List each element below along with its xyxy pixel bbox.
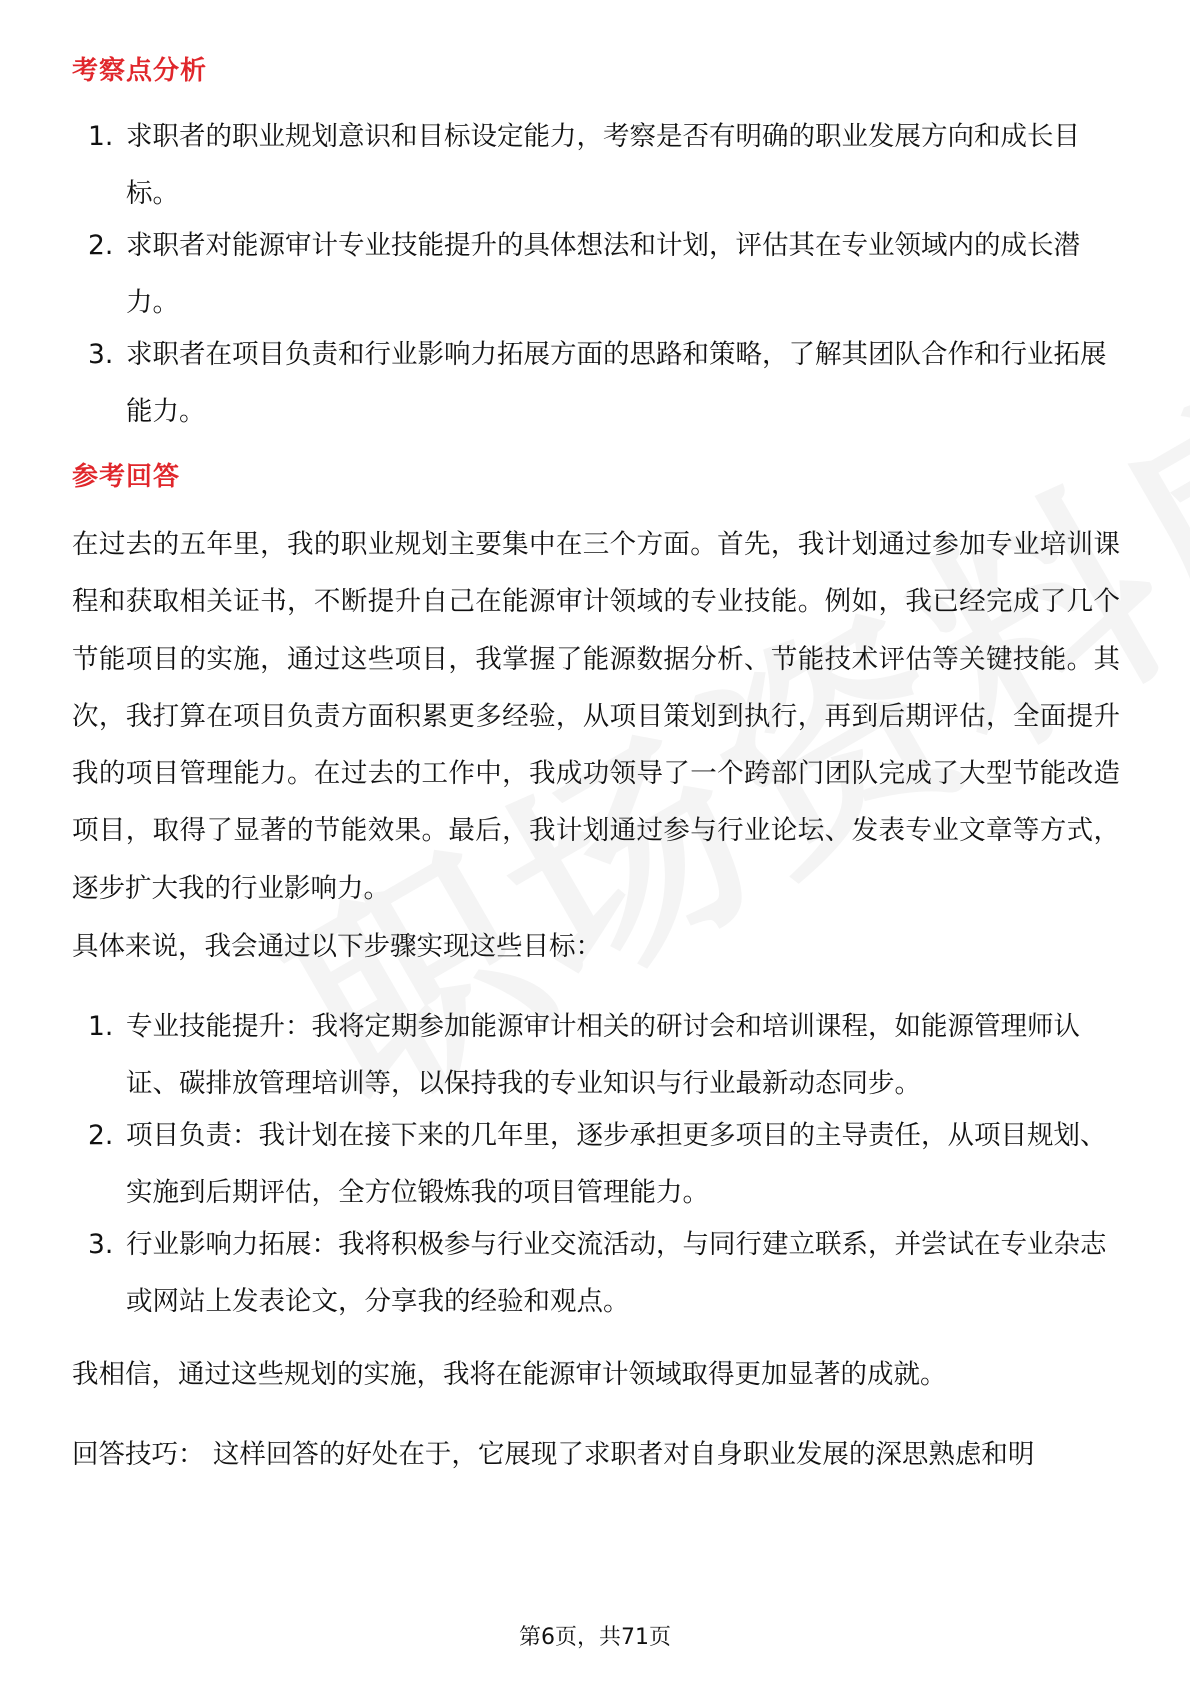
list-item: 1. 专业技能提升：我将定期参加能源审计相关的研讨会和培训课程，如能源管理师认证、碳排放管理培训等，以保持我的专业知识与行业最新动态同步。 — [88, 1011, 1080, 1099]
list-item: 2. 项目负责：我计划在接下来的几年里，逐步承担更多项目的主导责任，从项目规划、实施到后期评估，全方位锻炼我的项目管理能力。 — [88, 1120, 1107, 1208]
list-item: 3. 行业影响力拓展：我将积极参与行业交流活动，与同行建立联系，并尝试在专业杂志或网站上发表论文，分享我的经验和观点。 — [88, 1229, 1107, 1317]
analysis-list — [72, 108, 1122, 440]
steps-list — [72, 998, 1122, 1330]
answer-paragraph: 在过去的五年里，我的职业规划主要集中在三个方面。首先，我计划通过参加专业培训课程和获取相关证书，不断提升自己在能源审计领域的专业技能。例如，我已经完成了几个节能项目的实施，通过这些项目，我掌握了能源数据分析、节能技术评估等关键技能。其次，我打算在项目负责方面积累更多经验，从项目策划到执行，再到后期评估，全面提升我的项目管理能力。在过去的工作中，我成功领导了一个跨部门团队完成了大型节能改造项目，取得了显著的节能效果。最后，我计划通过参与行业论坛、发表专业文章等方式，逐步扩大我的行业影响力。 — [72, 529, 1120, 904]
list-item: 2. 求职者对能源审计专业技能提升的具体想法和计划，评估其在专业领域内的成长潜力。 — [88, 230, 1080, 318]
conclusion-paragraph: 我相信，通过这些规划的实施，我将在能源审计领域取得更加显著的成就。 — [72, 1359, 947, 1390]
steps-intro: 具体来说，我会通过以下步骤实现这些目标： — [72, 931, 602, 962]
list-item: 3. 求职者在项目负责和行业影响力拓展方面的思路和策略，了解其团队合作和行业拓展能力。 — [88, 339, 1107, 427]
section-title-analysis: 考察点分析 — [72, 56, 208, 86]
section-title-answer: 参考回答 — [72, 462, 181, 492]
page-number: 第6页，共71页 — [519, 1625, 671, 1650]
list-item: 1. 求职者的职业规划意识和目标设定能力，考察是否有明确的职业发展方向和成长目标。 — [88, 121, 1080, 209]
tips-paragraph: 回答技巧： 这样回答的好处在于，它展现了求职者对自身职业发展的深思熟虑和明 — [72, 1439, 1035, 1470]
